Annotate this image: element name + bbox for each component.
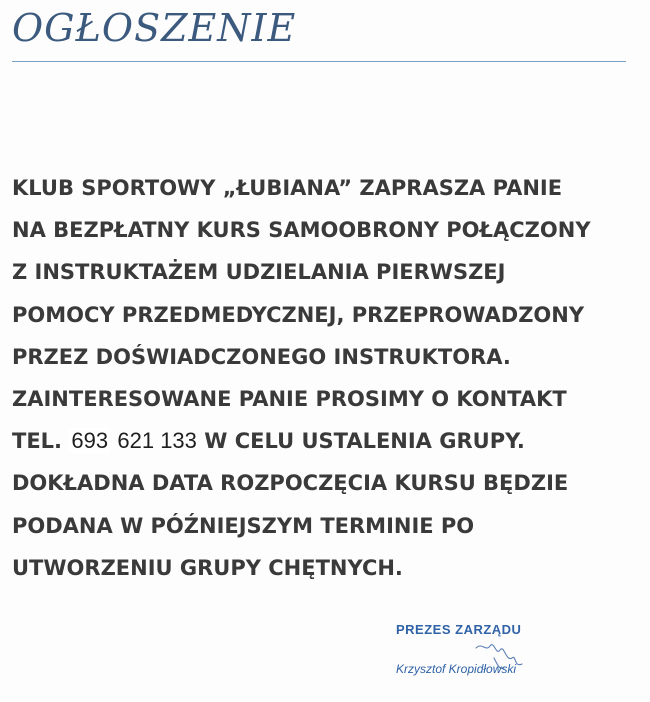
phone-number-first-part: 693	[71, 428, 109, 454]
signature-name: Krzysztof Kropidłowski	[396, 662, 517, 676]
announcement-line: UTWORZENIU GRUPY CHĘTNYCH.	[12, 555, 403, 580]
announcement-line: KLUB SPORTOWY „ŁUBIANA” ZAPRASZA PANIE	[12, 176, 563, 200]
announcement-line: POMOCY PRZEDMEDYCZNEJ, PRZEPROWADZONY	[12, 302, 585, 327]
phone-number-rest: 621 133	[117, 428, 197, 454]
page-title: OGŁOSZENIE	[12, 6, 297, 50]
announcement-line: PODANA W PÓŹNIEJSZYM TERMINIE PO	[12, 513, 475, 538]
announcement-line: ZAINTERESOWANE PANIE PROSIMY O KONTAKT	[12, 386, 567, 411]
announcement-line: NA BEZPŁATNY KURS SAMOOBRONY POŁĄCZONY	[12, 218, 591, 243]
announcement-line: DOKŁADNA DATA ROZPOCZĘCIA KURSU BĘDZIE	[12, 471, 569, 496]
announcement-line: Z INSTRUKTAŻEM UDZIELANIA PIERWSZEJ	[12, 260, 506, 285]
title-divider	[12, 61, 626, 62]
signature-role: PREZES ZARZĄDU	[396, 622, 522, 637]
announcement-body	[12, 167, 642, 589]
phone-line	[12, 420, 642, 462]
phone-suffix: W CELU USTALENIA GRUPY.	[204, 429, 525, 454]
signature-block	[380, 620, 620, 690]
announcement-line: PRZEZ DOŚWIADCZONEGO INSTRUKTORA.	[12, 344, 511, 369]
phone-prefix: TEL.	[12, 429, 63, 454]
